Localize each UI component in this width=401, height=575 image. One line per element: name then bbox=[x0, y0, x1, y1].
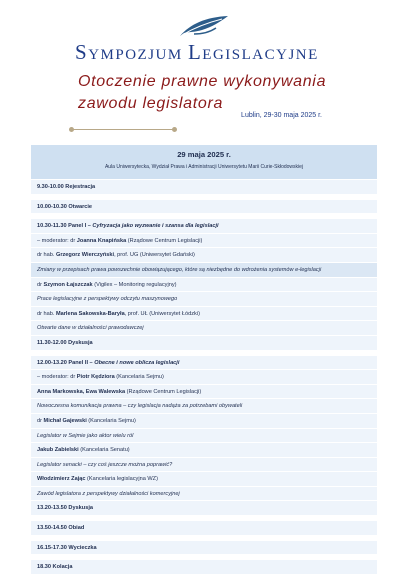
program-row-text: Grzegorz Wierczyński bbox=[55, 252, 115, 259]
program-row-text: Legislator w Sejmie jako aktor wielu ról bbox=[37, 432, 134, 439]
program-row-text: 16.15-17.30 Wycieczka bbox=[37, 544, 97, 551]
program-row-text: , prof. UŁ (Uniwersytet Łódzki) bbox=[124, 310, 200, 317]
program-row bbox=[31, 200, 377, 215]
program-row-text: 13.20-13.50 Dyskusja bbox=[37, 505, 93, 512]
program-row-text: Piotr Kędziora bbox=[76, 374, 115, 381]
program-row-text: dr hab. bbox=[37, 252, 56, 259]
program-row bbox=[31, 234, 377, 249]
decorative-rule bbox=[71, 129, 174, 130]
program-row-text: (Kancelaria legislacyjna WZ) bbox=[85, 476, 158, 483]
program-row-text: Prace legislacyjne z perspektywy odczytu maszynowego bbox=[37, 296, 178, 303]
program-row bbox=[31, 336, 377, 351]
program-row-text: 10.00-10.30 Otwarcie bbox=[37, 203, 93, 210]
program-row-text: Szymon Łajszczak bbox=[43, 281, 93, 288]
program-row-text: (Vigilex – Monitoring regulacyjny) bbox=[92, 281, 177, 288]
program-row bbox=[31, 307, 377, 322]
program-row bbox=[31, 458, 377, 473]
quill-feather-icon bbox=[176, 14, 230, 38]
program-row-text: (Rządowe Centrum Legislacji) bbox=[125, 388, 202, 395]
program-row-text: 13.50-14.50 Obiad bbox=[37, 525, 85, 532]
program-table bbox=[31, 145, 377, 575]
program-row-text: Nowoczesna komunikacja prawna – czy legislacja nadąża za potrzebami obywateli bbox=[37, 403, 243, 410]
program-row-text: Joanna Knapińska bbox=[76, 237, 127, 244]
program-row bbox=[31, 278, 377, 293]
program-row-text: 11.30-12.00 Dyskusja bbox=[37, 339, 93, 346]
rule-dot-right bbox=[172, 127, 177, 132]
program-row bbox=[31, 487, 377, 502]
program-row bbox=[31, 443, 377, 458]
program-row bbox=[31, 541, 377, 556]
program-row-text: 9.30-10.00 Rejestracja bbox=[37, 184, 96, 190]
program-row-text: – moderator: dr bbox=[37, 237, 77, 244]
program-row-text: , prof. UG (Uniwersytet Gdański) bbox=[114, 252, 195, 259]
program-row bbox=[31, 263, 377, 278]
program-row-text: Zmiany w przepisach prawa powszechnie obowiązującego, które są niezbędne do wdrożenia systemów e-legislacji bbox=[37, 266, 322, 273]
program-row-text: dr bbox=[37, 417, 44, 424]
program-row bbox=[31, 219, 377, 234]
program-row-text: (Kancelaria Senatu) bbox=[78, 447, 130, 454]
subtitle-line-1: Otoczenie prawne wykonywania bbox=[78, 73, 327, 90]
program-row bbox=[31, 399, 377, 414]
page-title: SYMPOZJUM LEGISLACYJNE bbox=[75, 40, 319, 64]
program-row bbox=[31, 385, 377, 400]
rule-dot-left bbox=[69, 127, 74, 132]
date-place: Lublin, 29-30 maja 2025 r. bbox=[241, 112, 322, 119]
program-row bbox=[31, 414, 377, 429]
program-day: 29 maja 2025 r. bbox=[177, 150, 231, 159]
program-row bbox=[31, 560, 377, 575]
program-row-text: Legislator senacki – czy coś jeszcze można poprawić? bbox=[37, 461, 173, 468]
program-row bbox=[31, 356, 377, 371]
program-row-text: dr bbox=[37, 281, 44, 288]
program-row-text: (Kancelaria Sejmu) bbox=[114, 374, 164, 381]
program-row bbox=[31, 370, 377, 385]
program-header bbox=[31, 145, 377, 180]
program-row-text: (Kancelaria Sejmu) bbox=[86, 417, 136, 424]
program-row-text: – moderator: dr bbox=[37, 374, 77, 381]
program-row-text: 18.30 Kolacja bbox=[37, 564, 73, 571]
program-row-text: Zawód legislatora z perspektywy działalności komercyjnej bbox=[37, 490, 180, 497]
program-row-text: Otwarte dane w działalności prawodawczej bbox=[37, 325, 144, 332]
subtitle-line-2: zawodu legislatora bbox=[78, 95, 224, 112]
program-row-text: Włodzimierz Zając bbox=[37, 476, 86, 483]
program-row-text: 12.00-13.20 Panel II – bbox=[37, 359, 95, 366]
program-row-text: Anna Markowska, Ewa Walewska bbox=[37, 388, 126, 395]
program-row bbox=[31, 501, 377, 516]
program-row bbox=[31, 321, 377, 336]
page-subtitle bbox=[78, 71, 326, 115]
program-venue: Aula Uniwersytecka, Wydział Prawa i Administracji Uniwersytetu Marii Curie-Skłodowskiej bbox=[104, 164, 304, 170]
program-row bbox=[31, 248, 377, 263]
program-row-text: Cyfryzacja jako wyzwanie i szansa dla legislacji bbox=[92, 223, 219, 230]
program-row bbox=[31, 472, 377, 487]
program-row-text: 10.30-11.30 Panel I – bbox=[37, 223, 93, 230]
program-row-text: dr hab. bbox=[37, 310, 56, 317]
program-row bbox=[31, 521, 377, 536]
program-row-text: Marlena Sakowska-Baryła bbox=[55, 310, 125, 317]
program-row-text: Obecne i nowe oblicza legislacji bbox=[94, 359, 180, 366]
program-row bbox=[31, 292, 377, 307]
program-row bbox=[31, 429, 377, 444]
program-rows bbox=[31, 180, 377, 575]
program-row-text: Jakub Zabielski bbox=[37, 447, 79, 454]
program-row-text: (Rządowe Centrum Legislacji) bbox=[126, 237, 203, 244]
program-row bbox=[31, 180, 377, 195]
program-row-text: Michał Gajewski bbox=[43, 417, 87, 424]
